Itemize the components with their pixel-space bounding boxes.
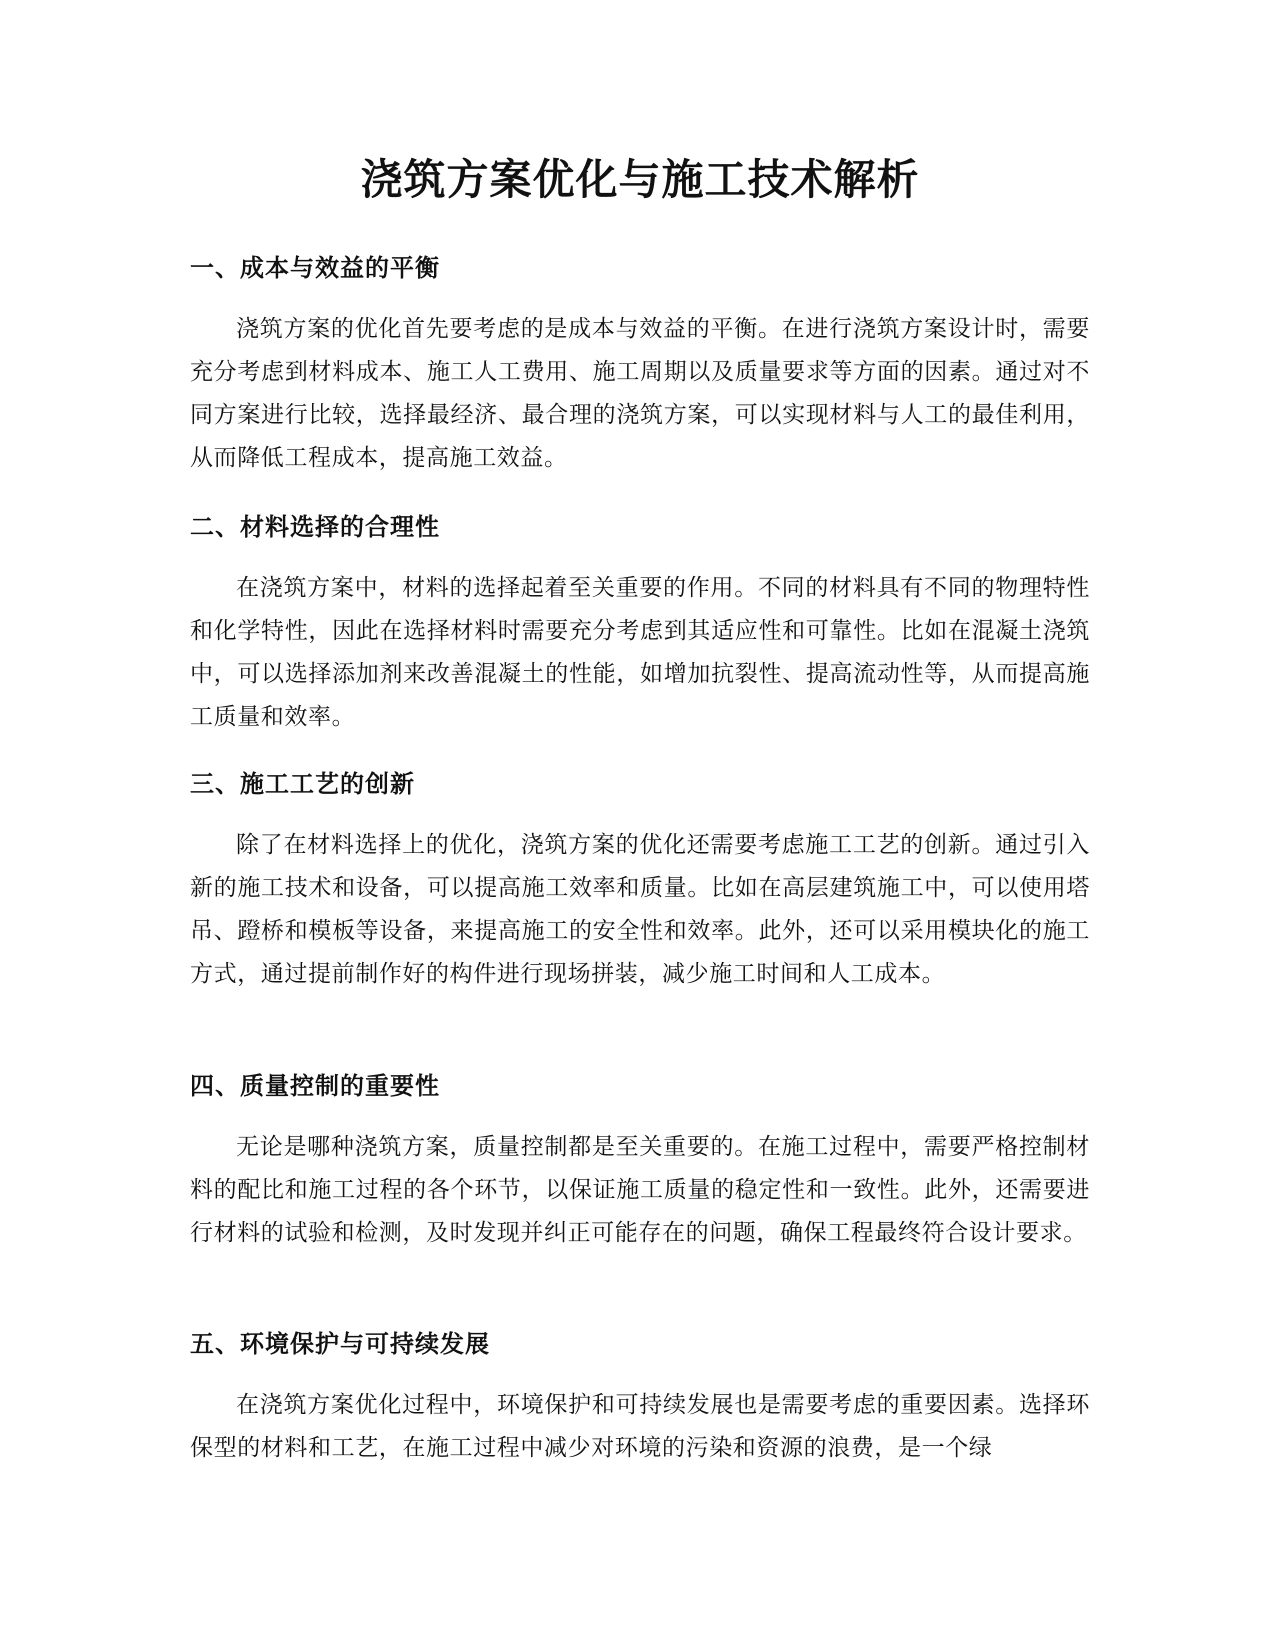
section-paragraph: 在浇筑方案优化过程中，环境保护和可持续发展也是需要考虑的重要因素。选择环保型的材料和工艺，在施工过程中减少对环境的污染和资源的浪费，是一个绿: [190, 1392, 1090, 1461]
section-heading: 四、质量控制的重要性: [190, 1072, 440, 1100]
section-quality-control: [190, 1069, 1090, 1255]
section-cost-benefit: [190, 251, 1090, 480]
document-title: 浇筑方案优化与施工技术解析: [360, 155, 920, 204]
section-heading: 三、施工工艺的创新: [190, 770, 415, 798]
section-paragraph: 无论是哪种浇筑方案，质量控制都是至关重要的。在施工过程中，需要严格控制材料的配比和施工过程的各个环节，以保证施工质量的稳定性和一致性。此外，还需要进行材料的试验和检测，及时发现并纠正可能存在的问题，确保工程最终符合设计要求。: [190, 1134, 1090, 1246]
section-paragraph: 在浇筑方案中，材料的选择起着至关重要的作用。不同的材料具有不同的物理特性和化学特性，因此在选择材料时需要充分考虑到其适应性和可靠性。比如在混凝土浇筑中，可以选择添加剂来改善混凝土的性能，如增加抗裂性、提高流动性等，从而提高施工质量和效率。: [190, 575, 1090, 730]
section-paragraph: 除了在材料选择上的优化，浇筑方案的优化还需要考虑施工工艺的创新。通过引入新的施工技术和设备，可以提高施工效率和质量。比如在高层建筑施工中，可以使用塔吊、蹬桥和模板等设备，来提高施工的安全性和效率。此外，还可以采用模块化的施工方式，通过提前制作好的构件进行现场拼装，减少施工时间和人工成本。: [190, 832, 1090, 987]
section-heading: 一、成本与效益的平衡: [190, 254, 440, 282]
document-page: [190, 0, 1090, 1650]
section-heading: 二、材料选择的合理性: [190, 513, 440, 541]
section-environment: [190, 1327, 1090, 1470]
section-material-selection: [190, 510, 1090, 739]
section-paragraph: 浇筑方案的优化首先要考虑的是成本与效益的平衡。在进行浇筑方案设计时，需要充分考虑到材料成本、施工人工费用、施工周期以及质量要求等方面的因素。通过对不同方案进行比较，选择最经济、最合理的浇筑方案，可以实现材料与人工的最佳利用，从而降低工程成本，提高施工效益。: [190, 316, 1090, 471]
section-process-innovation: [190, 767, 1090, 996]
section-heading: 五、环境保护与可持续发展: [190, 1330, 490, 1358]
